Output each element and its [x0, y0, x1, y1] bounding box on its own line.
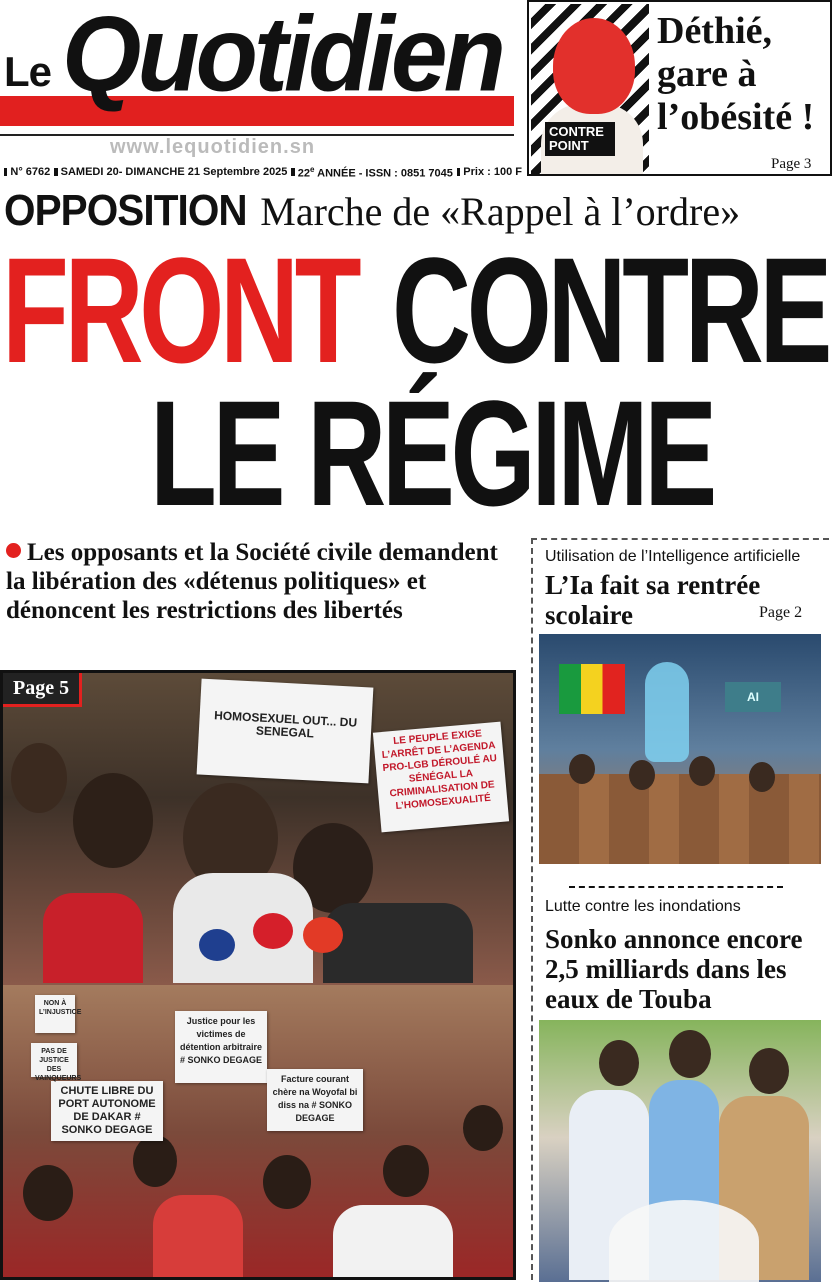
- touba-headline[interactable]: Sonko annonce encore 2,5 milliards dans les eaux de Touba: [545, 924, 803, 1014]
- info-strip: [0, 163, 522, 181]
- ai-screen: AI: [725, 682, 781, 712]
- touba-photo[interactable]: [539, 1020, 821, 1282]
- protest-sign: PAS DE JUSTICE DES VAINQUEURS: [31, 1043, 77, 1077]
- classroom-desks: [539, 774, 821, 864]
- ia-headline[interactable]: L’Ia fait sa rentrée scolaire: [545, 570, 761, 630]
- masthead: [0, 0, 522, 160]
- protest-sign: NON À L’INJUSTICE: [35, 995, 75, 1033]
- protest-sign: Facture courant chère na Woyofal bi diss na # SONKO DEGAGE: [267, 1069, 363, 1131]
- protest-sign: HOMOSEXUEL OUT... DU SENEGAL: [197, 679, 374, 784]
- photo-page-ref: Page 5: [3, 673, 82, 707]
- protest-sign: LE PEUPLE EXIGE L’ARRÊT DE L’AGENDA PRO-LGB DÉROULÉ AU SÉNÉGAL LA CRIMINALISATION DE L’HOMOSEXUALITÉ: [373, 722, 509, 833]
- cartoon-teaser[interactable]: [527, 0, 832, 176]
- lead-subtitle: Marche de «Rappel à l’ordre»: [260, 189, 741, 234]
- cartoon-page-ref: Page 3: [771, 156, 812, 172]
- lead-summary: Les opposants et la Société civile demandent la libération des «détenus politiques» et dénoncent les restrictions des libertés: [6, 539, 498, 624]
- dashed-separator: [569, 886, 783, 888]
- issue-price: Prix : 100 F: [463, 166, 522, 178]
- website-url[interactable]: www.lequotidien.sn: [110, 136, 316, 158]
- photo-speakers: [3, 673, 513, 985]
- issue-date: SAMEDI 20- DIMANCHE 21 Septembre 2025: [60, 166, 288, 178]
- protest-sign: CHUTE LIBRE DU PORT AUTONOME DE DAKAR # SONKO DEGAGE: [51, 1081, 163, 1141]
- square-bullet-icon: [54, 168, 57, 176]
- logo-name: Quotidien: [62, 0, 502, 114]
- protest-sign: Justice pour les victimes de détention arbitraire # SONKO DEGAGE: [175, 1011, 267, 1083]
- square-bullet-icon: [4, 168, 7, 176]
- ai-hologram: [645, 662, 689, 762]
- ia-kicker: Utilisation de l’Intelligence artificielle: [545, 548, 801, 565]
- headline-red-word[interactable]: FRONT: [2, 226, 358, 394]
- headline-line-2[interactable]: LE RÉGIME: [150, 369, 713, 537]
- touba-kicker: Lutte contre les inondations: [545, 898, 741, 915]
- water-splash: [609, 1200, 759, 1282]
- section-tag: OPPOSITION: [4, 186, 247, 235]
- square-bullet-icon: [457, 168, 460, 176]
- senegal-flag-icon: [559, 664, 625, 714]
- cartoon-face: [553, 18, 635, 114]
- logo-prefix: Le: [4, 48, 52, 95]
- cartoon-title: Déthié, gare à l’obésité !: [657, 10, 815, 138]
- ia-photo[interactable]: [539, 634, 821, 864]
- headline-black-word[interactable]: CONTRE: [392, 226, 829, 394]
- issue-year: 22e ANNÉE - ISSN : 0851 7045: [297, 164, 453, 180]
- contre-point-label: CONTRE POINT: [545, 122, 615, 156]
- sidebar-column: [531, 538, 829, 1280]
- photo-crowd: [3, 985, 513, 1280]
- lead-photo[interactable]: [0, 670, 516, 1280]
- square-bullet-icon: [291, 168, 294, 176]
- issue-number: N° 6762: [10, 166, 51, 178]
- red-bullet-icon: [6, 543, 21, 558]
- cartoon-illustration: [531, 4, 649, 174]
- ia-page-ref: Page 2: [759, 604, 803, 621]
